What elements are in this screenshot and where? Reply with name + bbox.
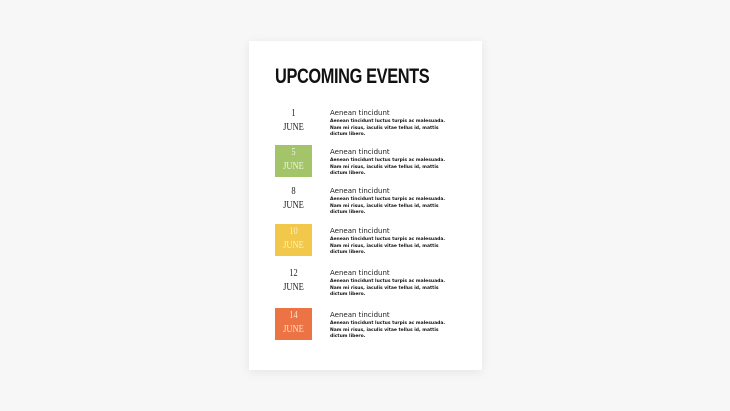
event-item[interactable]: [275, 106, 465, 140]
event-description: Aenean tincidunt luctus turpis ac malesuada. Nam mi risus, iaculis vitae tellus id, mattis dictum libero.: [330, 237, 446, 255]
event-description: Aenean tincidunt luctus turpis ac malesuada. Nam mi risus, iaculis vitae tellus id, mattis dictum libero.: [330, 279, 446, 297]
event-day: 8: [291, 186, 296, 197]
event-title: Aenean tincidunt: [330, 148, 390, 156]
event-description: Aenean tincidunt luctus turpis ac malesuada. Nam mi risus, iaculis vitae tellus id, mattis dictum libero.: [330, 119, 446, 137]
date-badge: [275, 224, 312, 256]
event-text: [330, 308, 450, 341]
event-description: Aenean tincidunt luctus turpis ac malesuada. Nam mi risus, iaculis vitae tellus id, mattis dictum libero.: [330, 197, 446, 215]
event-title: Aenean tincidunt: [330, 311, 390, 319]
event-item[interactable]: [275, 266, 465, 300]
event-day: 10: [289, 226, 298, 237]
date-badge: [275, 308, 312, 340]
date-badge: [275, 266, 312, 298]
date-badge: [275, 184, 312, 216]
event-month: JUNE: [283, 240, 304, 251]
date-badge: [275, 106, 312, 138]
event-description: Aenean tincidunt luctus turpis ac malesuada. Nam mi risus, iaculis vitae tellus id, mattis dictum libero.: [330, 321, 446, 339]
event-text: [330, 224, 450, 257]
event-month: JUNE: [283, 324, 304, 335]
event-title: Aenean tincidunt: [330, 269, 390, 277]
event-month: JUNE: [283, 161, 304, 172]
events-card: [249, 41, 482, 370]
date-badge: [275, 145, 312, 177]
event-title: Aenean tincidunt: [330, 109, 390, 117]
page-title: UPCOMING EVENTS: [275, 65, 430, 88]
event-title: Aenean tincidunt: [330, 187, 390, 195]
event-item[interactable]: [275, 308, 465, 342]
event-day: 14: [289, 310, 298, 321]
event-day: 12: [289, 268, 298, 279]
event-item[interactable]: [275, 184, 465, 218]
event-month: JUNE: [283, 282, 304, 293]
event-item[interactable]: [275, 224, 465, 258]
event-day: 5: [291, 147, 296, 158]
event-item[interactable]: [275, 145, 465, 179]
event-text: [330, 145, 450, 178]
event-month: JUNE: [283, 122, 304, 133]
event-text: [330, 266, 450, 299]
event-description: Aenean tincidunt luctus turpis ac malesuada. Nam mi risus, iaculis vitae tellus id, mattis dictum libero.: [330, 158, 446, 176]
event-title: Aenean tincidunt: [330, 227, 390, 235]
event-text: [330, 184, 450, 217]
event-month: JUNE: [283, 200, 304, 211]
event-text: [330, 106, 450, 139]
event-day: 1: [291, 108, 296, 119]
